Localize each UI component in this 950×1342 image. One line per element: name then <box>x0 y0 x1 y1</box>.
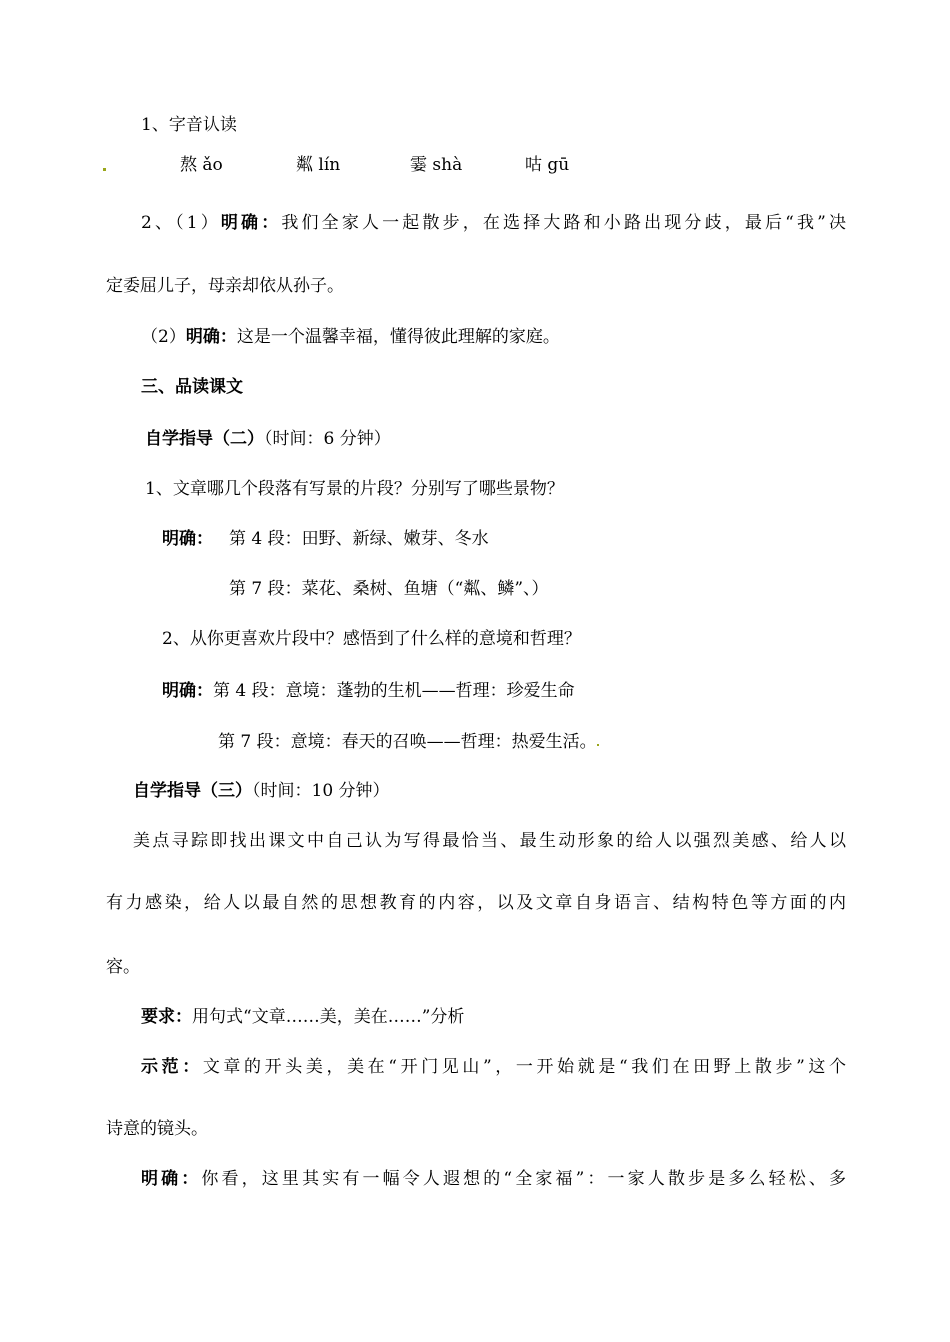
sec2-q2-text: 这是一个温馨幸福，懂得彼此理解的家庭。 <box>236 327 560 347</box>
demo-line1 <box>141 1056 846 1078</box>
clarify-line <box>141 1168 846 1190</box>
pinyin-word-4: 咕 gū <box>525 155 570 175</box>
sec2-q2-label: 明确： <box>185 327 237 347</box>
requirement-label: 要求： <box>141 1007 192 1027</box>
sec2-q1-prefix: 2、（1） <box>141 213 221 233</box>
a2-label: 明确： <box>162 681 213 701</box>
sec3-heading: 三、品读课文 <box>141 377 243 397</box>
sec2-q1-line1 <box>141 212 846 234</box>
a1-line2: 第 7 段：菜花、桑树、鱼塘（“粼、鳞”、） <box>229 579 549 599</box>
demo-label: 示范： <box>141 1057 203 1077</box>
decorative-dot <box>103 168 106 171</box>
a1-label: 明确： <box>162 529 213 549</box>
demo-text-a: 文章的开头美，美在“开门见山”，一开始就是“我们在田野上散步”这个 <box>202 1057 847 1077</box>
guide3-time: （时间：10 分钟） <box>252 781 390 801</box>
requirement-text: 用句式“文章……美，美在……”分析 <box>192 1007 465 1027</box>
sec2-q2-prefix: （2） <box>141 327 186 347</box>
a1-line1: 第 4 段：田野、新绿、嫩芽、冬水 <box>229 529 489 549</box>
sec2-q1-label: 明确： <box>220 213 282 233</box>
a2-line1 <box>162 680 575 702</box>
clarify-text: 你看，这里其实有一幅令人遐想的“全家福”：一家人散步是多么轻松、多 <box>201 1169 847 1189</box>
guide2-label: 自学指导（二） <box>145 429 264 449</box>
guide2-time: （时间：6 分钟） <box>264 429 391 449</box>
a2-text: 第 4 段：意境：蓬勃的生机——哲理：珍爱生命 <box>213 681 575 701</box>
demo-line2: 诗意的镜头。 <box>106 1119 208 1139</box>
para-line1: 美点寻踪即找出课文中自己认为写得最恰当、最生动形象的给人以强烈美感、给人以 <box>133 831 846 851</box>
guide2-line <box>145 428 391 450</box>
decorative-dot-2 <box>597 744 599 746</box>
guide3-line <box>133 780 390 802</box>
sec2-q2-line <box>141 326 560 348</box>
sec2-q1-text-a: 我们全家人一起散步，在选择大路和小路出现分歧，最后“我”决 <box>281 213 847 233</box>
sec3-q1: 1、文章哪几个段落有写景的片段？分别写了哪些景物？ <box>145 479 564 499</box>
requirement-line <box>141 1006 464 1028</box>
para-line2: 有力感染，给人以最自然的思想教育的内容，以及文章自身语言、结构特色等方面的内 <box>106 893 846 913</box>
pinyin-word-1: 熬 ǎo <box>180 155 223 175</box>
para-line3: 容。 <box>106 957 140 977</box>
clarify-label: 明确： <box>141 1169 202 1189</box>
sec1-title: 1、字音认读 <box>141 115 237 135</box>
guide3-label: 自学指导（三） <box>133 781 252 801</box>
sec2-q1-line2: 定委屈儿子，母亲却依从孙子。 <box>106 276 344 296</box>
a2-line2: 第 7 段：意境：春天的召唤——哲理：热爱生活。 <box>218 732 597 752</box>
pinyin-word-2: 粼 lín <box>296 155 341 175</box>
pinyin-word-3: 霎 shà <box>410 155 463 175</box>
sec3-q2: 2、从你更喜欢片段中？感悟到了什么样的意境和哲理？ <box>162 629 581 649</box>
